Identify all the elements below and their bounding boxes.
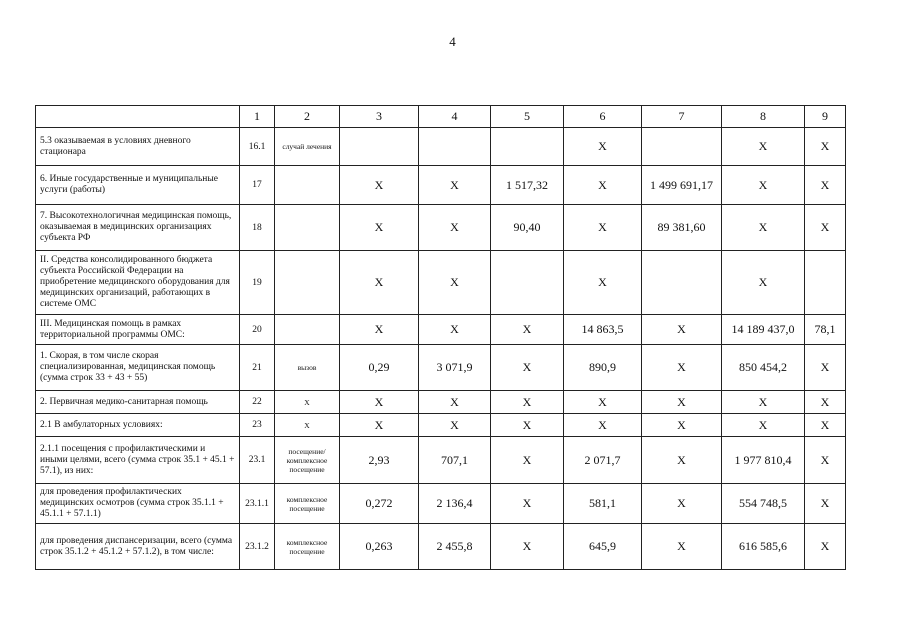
row-unit: посещение/ комплексное посещение [275,437,340,484]
row-description: для проведения диспансеризации, всего (сумма строк 35.1.2 + 45.1.2 + 57.1.2), в том числе: [36,524,240,570]
value-cell: X [340,414,419,437]
table-row [36,437,846,484]
value-cell: 3 071,9 [419,345,491,391]
row-unit [275,166,340,205]
page-number: 4 [449,34,456,49]
table-row [36,345,846,391]
row-description: 7. Высокотехнологичная медицинская помощь, оказываемая в медицинских организациях субъекта РФ [36,205,240,251]
value-cell: 2 136,4 [419,484,491,524]
value-cell: 645,9 [564,524,642,570]
row-unit [275,205,340,251]
header-cell [36,106,240,128]
value-cell: X [564,166,642,205]
value-cell: 890,9 [564,345,642,391]
value-cell: X [340,315,419,345]
value-cell: X [491,484,564,524]
value-cell: X [491,345,564,391]
header-cell: 7 [642,106,722,128]
value-cell: X [419,205,491,251]
value-cell: X [419,251,491,315]
value-cell [491,128,564,166]
value-cell: X [722,166,805,205]
value-cell: X [419,166,491,205]
data-table [35,105,846,570]
value-cell: X [419,315,491,345]
value-cell: X [419,414,491,437]
value-cell: 1 977 810,4 [722,437,805,484]
value-cell: 0,29 [340,345,419,391]
header-cell: 9 [805,106,846,128]
row-description: 2. Первичная медико-санитарная помощь [36,391,240,414]
value-cell: 14 189 437,0 [722,315,805,345]
row-number: 23.1.1 [240,484,275,524]
row-description: 2.1.1 посещения с профилактическими и иными целями, всего (сумма строк 35.1 + 45.1 + 57.1), из них: [36,437,240,484]
value-cell: X [564,128,642,166]
value-cell: X [642,345,722,391]
value-cell [642,128,722,166]
value-cell: X [564,414,642,437]
value-cell: X [722,128,805,166]
value-cell: X [722,391,805,414]
value-cell: X [564,391,642,414]
value-cell: X [642,414,722,437]
value-cell: 554 748,5 [722,484,805,524]
header-row [36,106,846,128]
table-row [36,128,846,166]
table-row [36,166,846,205]
value-cell: X [491,391,564,414]
header-cell: 3 [340,106,419,128]
row-unit [275,315,340,345]
value-cell: X [805,345,846,391]
row-unit: комплексное посещение [275,524,340,570]
value-cell: X [805,166,846,205]
value-cell: X [491,437,564,484]
value-cell: X [805,414,846,437]
value-cell: X [805,128,846,166]
row-unit: комплексное посещение [275,484,340,524]
header-cell: 1 [240,106,275,128]
value-cell: 0,263 [340,524,419,570]
value-cell: X [805,484,846,524]
row-number: 18 [240,205,275,251]
table-row [36,414,846,437]
value-cell: X [340,251,419,315]
row-number: 17 [240,166,275,205]
value-cell: X [491,315,564,345]
value-cell: X [642,315,722,345]
row-number: 21 [240,345,275,391]
value-cell: 89 381,60 [642,205,722,251]
value-cell: 14 863,5 [564,315,642,345]
row-description: 5.3 оказываемая в условиях дневного стационара [36,128,240,166]
value-cell: X [491,524,564,570]
table-row [36,205,846,251]
row-unit: вызов [275,345,340,391]
header-cell: 4 [419,106,491,128]
row-unit: X [275,391,340,414]
row-description: 2.1 В амбулаторных условиях: [36,414,240,437]
value-cell: X [805,437,846,484]
table-row [36,251,846,315]
row-description: 6. Иные государственные и муниципальные услуги (работы) [36,166,240,205]
value-cell: 581,1 [564,484,642,524]
value-cell [805,251,846,315]
value-cell: X [805,524,846,570]
value-cell: X [642,437,722,484]
table-row [36,315,846,345]
row-unit: X [275,414,340,437]
row-number: 23.1 [240,437,275,484]
table-row [36,524,846,570]
value-cell [419,128,491,166]
row-number: 22 [240,391,275,414]
value-cell: 2 455,8 [419,524,491,570]
value-cell: X [340,391,419,414]
value-cell [642,251,722,315]
value-cell: 1 499 691,17 [642,166,722,205]
row-unit [275,251,340,315]
header-cell: 2 [275,106,340,128]
value-cell: 850 454,2 [722,345,805,391]
value-cell: X [722,251,805,315]
value-cell: X [491,414,564,437]
header-cell: 5 [491,106,564,128]
value-cell: 90,40 [491,205,564,251]
row-description: III. Медицинская помощь в рамках территориальной программы ОМС: [36,315,240,345]
value-cell: 1 517,32 [491,166,564,205]
value-cell [340,128,419,166]
row-number: 19 [240,251,275,315]
value-cell: 707,1 [419,437,491,484]
row-description: II. Средства консолидированного бюджета субъекта Российской Федерации на приобретение медицинского оборудования для медицинских организаций, работающих в системе ОМС [36,251,240,315]
row-number: 16.1 [240,128,275,166]
row-unit: случай лечения [275,128,340,166]
value-cell: X [642,484,722,524]
row-description: для проведения профилактических медицинских осмотров (сумма строк 35.1.1 + 45.1.1 + 57.1.1) [36,484,240,524]
value-cell: X [642,524,722,570]
value-cell: 2 071,7 [564,437,642,484]
value-cell: X [340,166,419,205]
value-cell: X [722,414,805,437]
value-cell: X [642,391,722,414]
row-number: 23 [240,414,275,437]
value-cell: X [805,205,846,251]
header-cell: 6 [564,106,642,128]
value-cell: 0,272 [340,484,419,524]
row-description: 1. Скорая, в том числе скорая специализированная, медицинская помощь (сумма строк 33 + 43 + 55) [36,345,240,391]
value-cell: X [340,205,419,251]
value-cell: 616 585,6 [722,524,805,570]
header-cell: 8 [722,106,805,128]
row-number: 23.1.2 [240,524,275,570]
row-number: 20 [240,315,275,345]
value-cell: 2,93 [340,437,419,484]
value-cell: X [564,251,642,315]
value-cell: 78,1 [805,315,846,345]
table-row [36,484,846,524]
value-cell: X [805,391,846,414]
value-cell: X [564,205,642,251]
value-cell [491,251,564,315]
table-row [36,391,846,414]
value-cell: X [419,391,491,414]
value-cell: X [722,205,805,251]
